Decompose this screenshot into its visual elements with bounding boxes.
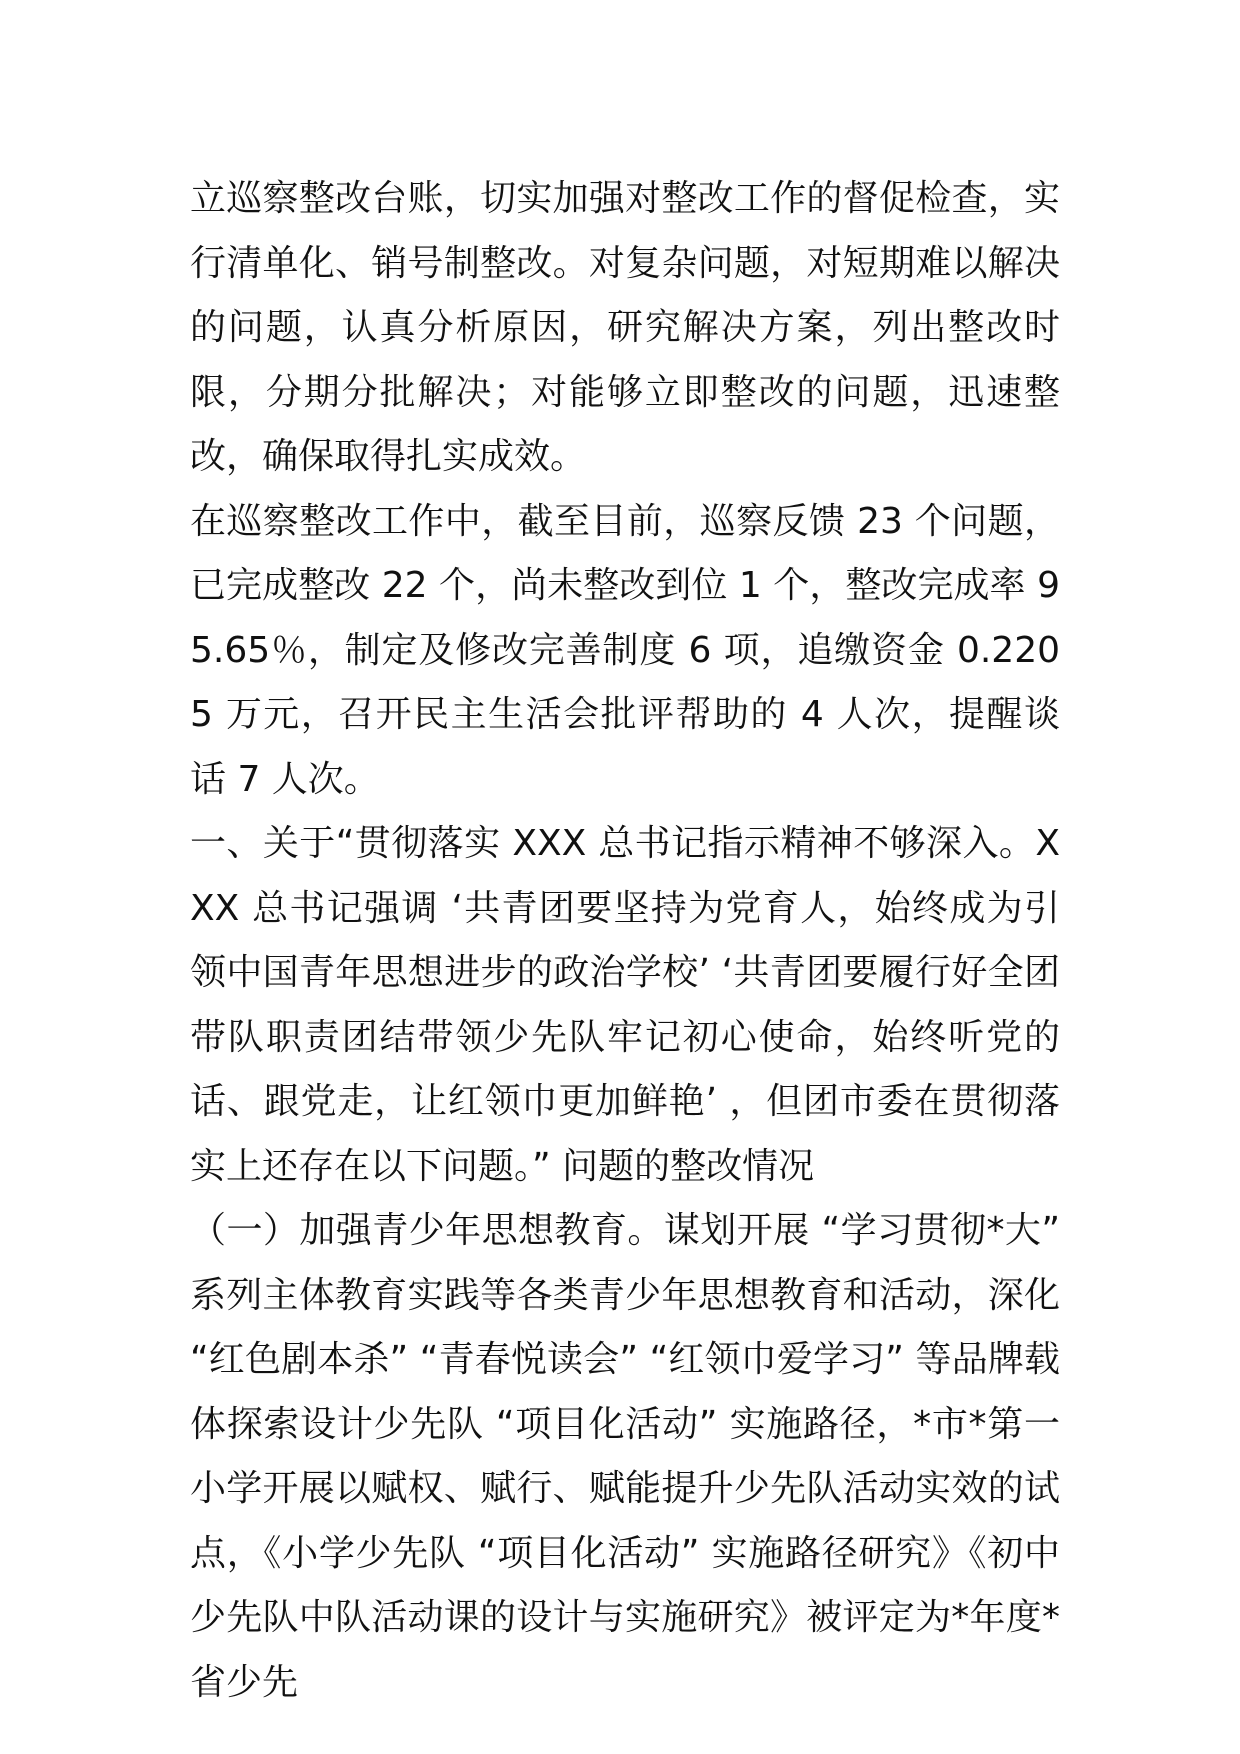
paragraph-rectification-ledger: 立巡察整改台账，切实加强对整改工作的督促检查，实行清单化、销号制整改。对复杂问题，对短期难以解决的问题，认真分析原因，研究解决方案，列出整改时限，分期分批解决；对能够立即整改的问题，迅速整改，确保取得扎实成效。 [190,178,1060,477]
paragraph-rectification-statistics: 在巡察整改工作中，截至目前，巡察反馈 23 个问题，已完成整改 22 个，尚未整改到位 1 个，整改完成率 95.65％，制定及修改完善制度 6 项，追缴资金 0.2205 万元，召开民主生活会批评帮助的 4 人次，提醒谈话 7 人次。 [190,500,1060,800]
document-body [190,167,1072,1715]
paragraph-section-one-heading: 一、关于“贯彻落实 XXX 总书记指示精神不够深入。XXX 总书记强调 ‘共青团要坚持为党育人，始终成为引领中国青年思想进步的政治学校’ ‘共青团要履行好全团带队职责团结带领少先队牢记初心使命，始终听党的话、跟党走，让红领巾更加鲜艳’ ，但团市委在贯彻落实上还存在以下问题。” 问题的整改情况 [190,823,1060,1187]
paragraph-youth-education: （一）加强青少年思想教育。谋划开展 “学习贯彻*大” 系列主体教育实践等各类青少年思想教育和活动，深化 “红色剧本杀” “青春悦读会” “红领巾爱学习” 等品牌载体探索设计少先队 “项目化活动” 实施路径，*市*第一小学开展以赋权、赋行、赋能提升少先队活动实效的试点，《小学少先队 “项目化活动” 实施路径研究》《初中少先队中队活动课的设计与实施研究》被评定为*年度*省少先 [190,1210,1072,1703]
